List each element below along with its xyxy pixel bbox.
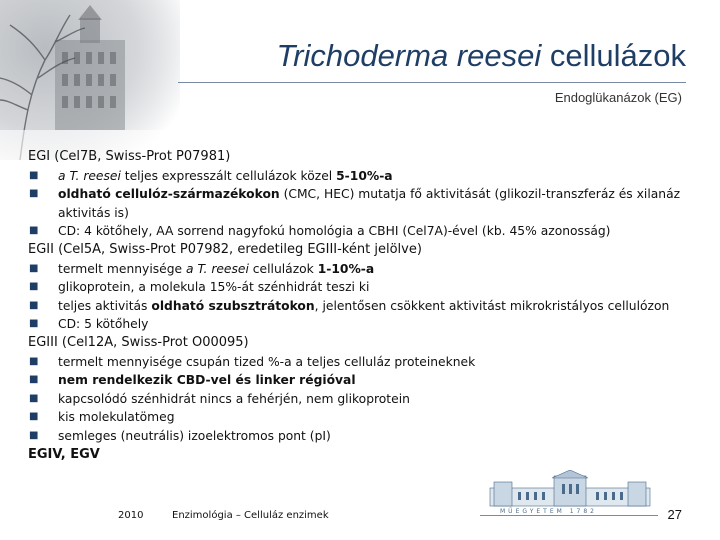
list-item: ■ termelt mennyisége a T. reesei cellulázok 1-10%-a — [28, 260, 694, 279]
slide-title — [277, 38, 687, 74]
bullet-square-icon: ■ — [29, 411, 39, 423]
footer-title: Enzimológia – Celluláz enzimek — [172, 510, 329, 521]
slide-subtitle: Endoglükanázok (EG) — [554, 90, 682, 105]
eg1-heading: EGI (Cel7B, Swiss-Prot P07981) — [28, 149, 231, 164]
building-photo — [0, 0, 180, 160]
list-item: ■ glikoprotein, a molekula 15%-át szénhidrát teszi ki — [28, 278, 694, 297]
bullet-square-icon: ■ — [29, 188, 39, 200]
list-item: ■ kis molekulatömeg — [28, 408, 694, 427]
slide-body — [28, 148, 694, 464]
bullet-square-icon: ■ — [29, 262, 39, 274]
footer-divider — [480, 515, 658, 516]
list-item: ■ nem rendelkezik CBD-vel és linker régióval — [28, 371, 694, 390]
title-organism: Trichoderma reesei — [276, 38, 542, 73]
list-item: ■ a T. reesei teljes expresszált cellulázok közel 5-10%-a — [28, 167, 694, 186]
bullet-square-icon: ■ — [29, 299, 39, 311]
bullet-square-icon: ■ — [29, 429, 39, 441]
title-rest: cellulázok — [549, 38, 686, 73]
logo-text: MŰEGYETEM 1782 — [500, 508, 597, 515]
list-item: ■ CD: 4 kötőhely, AA sorrend nagyfokú homológia a CBHI (Cel7A)-ével (kb. 45% azonosság) — [28, 222, 694, 241]
bullet-square-icon: ■ — [29, 169, 39, 181]
bullet-square-icon: ■ — [29, 225, 39, 237]
title-divider — [178, 82, 686, 83]
bullet-square-icon: ■ — [29, 318, 39, 330]
eg2-heading: EGII (Cel5A, Swiss-Prot P07982, eredetileg EGIII-ként jelölve) — [28, 241, 422, 257]
list-item: ■ termelt mennyisége csupán tized %-a a teljes celluláz proteineknek — [28, 353, 694, 372]
bullet-square-icon: ■ — [29, 374, 39, 386]
bullet-square-icon: ■ — [29, 355, 39, 367]
bullet-square-icon: ■ — [29, 392, 39, 404]
list-item: ■ CD: 5 kötőhely — [28, 315, 694, 334]
bullet-square-icon: ■ — [29, 281, 39, 293]
page-number: 27 — [667, 507, 682, 522]
list-item: ■ oldható cellulóz-származékokon (CMC, HEC) mutatja fő aktivitását (glikozil-transzferáz és xilanáz aktivitás is) — [29, 187, 681, 220]
list-item: ■ kapcsolódó szénhidrát nincs a fehérjén, nem glikoprotein — [28, 390, 694, 409]
list-item: ■ teljes aktivitás oldható szubsztrátokon, jelentősen csökkent aktivitást mikrokristályos cellulózon — [28, 297, 694, 316]
footer-date: 2010 — [118, 510, 144, 521]
eg3-heading: EGIII (Cel12A, Swiss-Prot O00095) — [28, 334, 249, 350]
eg4-heading: EGIV, EGV — [28, 446, 100, 462]
list-item: ■ semleges (neutrális) izoelektromos pont (pI) — [28, 427, 694, 446]
